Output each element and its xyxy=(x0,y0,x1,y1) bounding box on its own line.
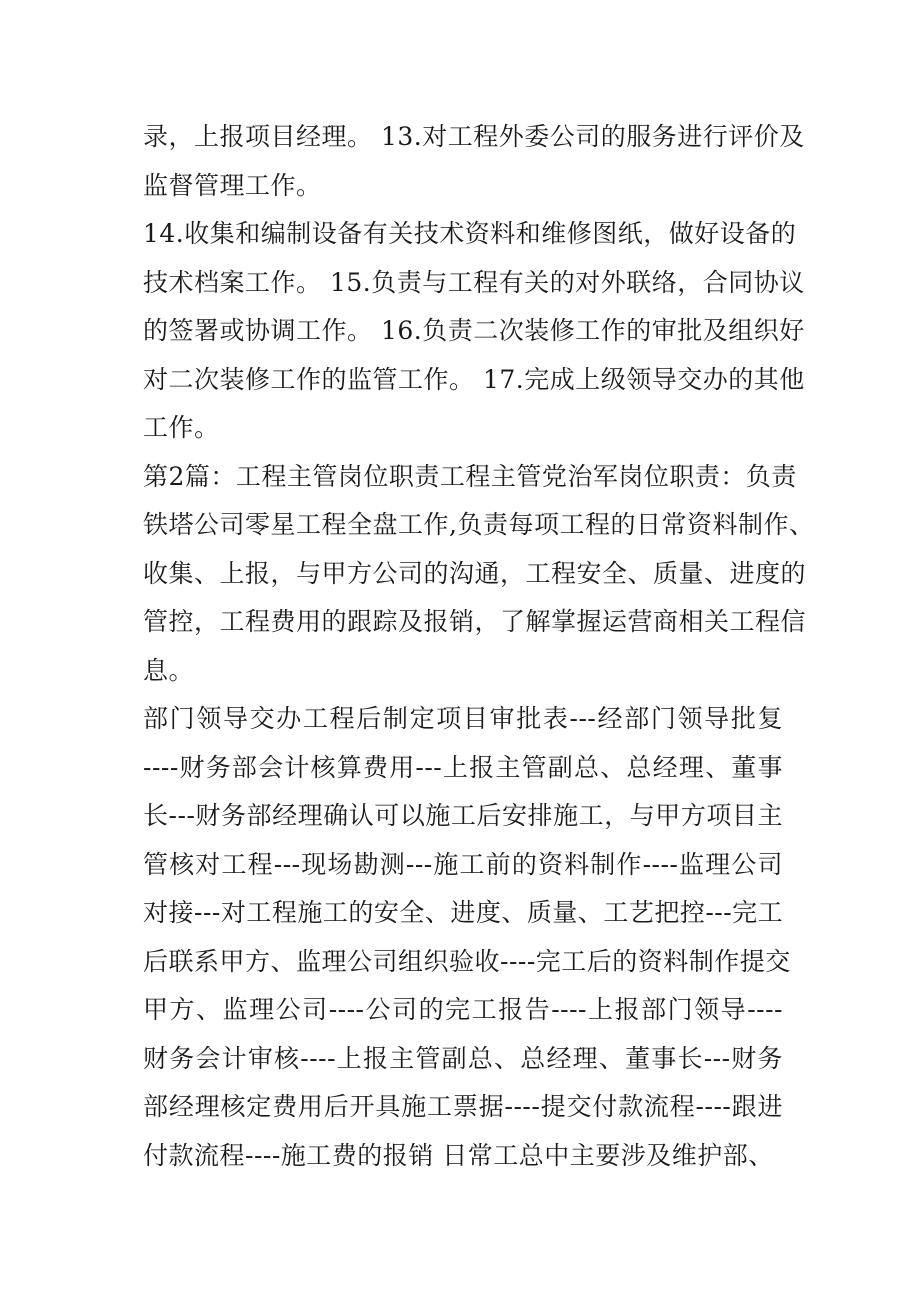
text-line: 14.收集和编制设备有关技术资料和维修图纸，做好设备的 xyxy=(143,219,797,248)
text-line: 监督管理工作。 xyxy=(143,170,322,200)
text-line: 技术档案工作。 15.负责与工程有关的对外联络，合同协议 xyxy=(143,267,805,297)
text-line: 部门领导交办工程后制定项目审批表---经部门领导批复 xyxy=(143,704,783,733)
text-line: 管控，工程费用的跟踪及报销，了解掌握运营商相关工程信 xyxy=(143,607,807,636)
text-line: 铁塔公司零星工程全盘工作,负责每项工程的日常资料制作、 xyxy=(143,510,815,539)
text-line: ----财务部会计核算费用---上报主管副总、总经理、董事 xyxy=(143,752,783,782)
text-line: 管核对工程---现场勘测---施工前的资料制作----监理公司 xyxy=(143,849,783,879)
text-line: 部经理核定费用后开具施工票据----提交付款流程----跟进 xyxy=(143,1092,783,1121)
text-line: 甲方、监理公司----公司的完工报告----上报部门领导---- xyxy=(143,995,783,1024)
text-line: 录，上报项目经理。 13.对工程外委公司的服务进行评价及 xyxy=(143,122,805,151)
text-line: 第2篇：工程主管岗位职责工程主管党治军岗位职责：负责 xyxy=(143,461,797,491)
text-line: 收集、上报，与甲方公司的沟通，工程安全、质量、进度的 xyxy=(143,558,807,588)
document-body xyxy=(143,113,815,1180)
text-line: 对二次装修工作的监管工作。 17.完成上级领导交办的其他 xyxy=(143,364,805,394)
text-line: 长---财务部经理确认可以施工后安排施工，与甲方项目主 xyxy=(143,801,783,830)
text-line: 后联系甲方、监理公司组织验收----完工后的资料制作提交 xyxy=(143,946,791,976)
text-line: 工作。 xyxy=(143,413,220,442)
text-line: 息。 xyxy=(143,655,195,685)
text-line: 的签署或协调工作。 16.负责二次装修工作的审批及组织好 xyxy=(143,316,805,345)
text-line: 财务会计审核----上报主管副总、总经理、董事长---财务 xyxy=(143,1043,783,1073)
text-line: 对接---对工程施工的安全、进度、质量、工艺把控---完工 xyxy=(143,898,784,927)
text-line: 付款流程----施工费的报销 日常工总中主要涉及维护部、 xyxy=(143,1140,774,1170)
